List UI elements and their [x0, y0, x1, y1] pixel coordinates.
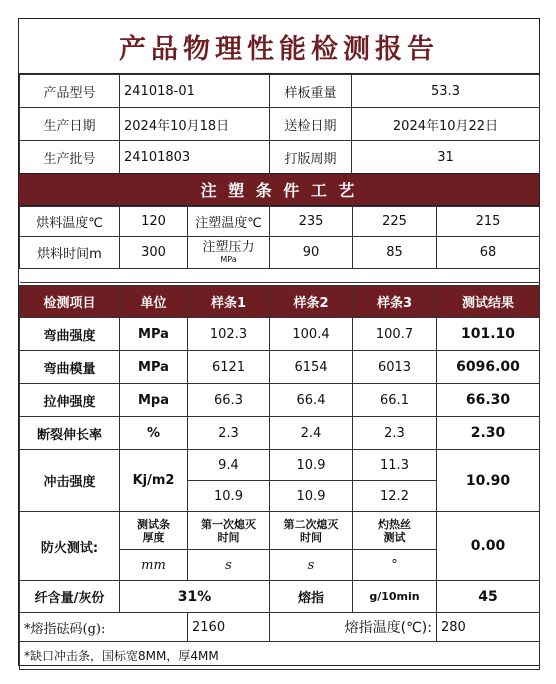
melt-label: 熔指 [270, 581, 353, 613]
fiber-row [20, 581, 540, 613]
send-date-value: 2024年10月22日 [352, 108, 540, 141]
sample-1: 6121 [188, 351, 270, 384]
inj-temp-3: 215 [437, 207, 540, 237]
result-value: 6096.00 [437, 351, 540, 384]
fire-thickness-label: 测试条厚度 [120, 512, 188, 550]
melt-temp-value: 280 [437, 613, 540, 642]
prod-date-value: 2024年10月18日 [120, 108, 270, 141]
results-header [20, 286, 540, 318]
fire-glow-label: 灼热丝测试 [353, 512, 437, 550]
prod-date-label: 生产日期 [20, 108, 120, 141]
fire-second-label: 第二次熄灭时间 [270, 512, 353, 550]
weight-row [20, 613, 540, 642]
item-name: 弯曲模量 [20, 351, 120, 384]
report-title: 产品物理性能检测报告 [19, 19, 539, 74]
inj-temp-label: 注塑温度℃ [188, 207, 270, 237]
header-result: 测试结果 [437, 286, 540, 318]
spacer-row [20, 269, 540, 283]
fire-second-unit: s [270, 550, 353, 581]
impact-s3-b: 12.2 [353, 481, 437, 512]
header-item: 检测项目 [20, 286, 120, 318]
melt-temp-label: 熔指温度(℃): [270, 613, 437, 642]
dry-temp-value: 120 [120, 207, 188, 237]
impact-s1-b: 10.9 [188, 481, 270, 512]
inj-temp-2: 225 [353, 207, 437, 237]
header-s1: 样条1 [188, 286, 270, 318]
inj-press-unit: MPa [220, 255, 237, 264]
impact-s2-a: 10.9 [270, 450, 353, 481]
sample-2: 2.4 [270, 417, 353, 450]
item-unit: MPa [120, 318, 188, 351]
inj-press-cell [188, 237, 270, 269]
sample-3: 66.1 [353, 384, 437, 417]
batch-label: 生产批号 [20, 141, 120, 174]
batch-value: 24101803 [120, 141, 270, 174]
result-value: 101.10 [437, 318, 540, 351]
sample-1: 66.3 [188, 384, 270, 417]
header-s2: 样条2 [270, 286, 353, 318]
dry-temp-label: 烘料温度℃ [20, 207, 120, 237]
fiber-label: 纤含量/灰份 [20, 581, 120, 613]
table-row [20, 351, 540, 384]
sample-1: 102.3 [188, 318, 270, 351]
item-unit: MPa [120, 351, 188, 384]
inj-press-2: 85 [353, 237, 437, 269]
results-table [19, 285, 540, 670]
result-value: 66.30 [437, 384, 540, 417]
item-name: 断裂伸长率 [20, 417, 120, 450]
info-row [20, 108, 540, 141]
weight-value: 53.3 [352, 75, 540, 108]
fire-result: 0.00 [437, 512, 540, 581]
item-name: 拉伸强度 [20, 384, 120, 417]
cycle-label: 打版周期 [270, 141, 352, 174]
process-row [20, 207, 540, 237]
impact-s2-b: 10.9 [270, 481, 353, 512]
footnote: *缺口冲击条，国标宽8MM，厚4MM [20, 642, 540, 670]
header-unit: 单位 [120, 286, 188, 318]
impact-s1-a: 9.4 [188, 450, 270, 481]
sample-2: 100.4 [270, 318, 353, 351]
impact-s3-a: 11.3 [353, 450, 437, 481]
send-date-label: 送检日期 [270, 108, 352, 141]
weight-label: 样板重量 [270, 75, 352, 108]
table-row [20, 417, 540, 450]
melt-unit: g/10min [353, 581, 437, 613]
fiber-value: 31% [120, 581, 270, 613]
fire-row [20, 512, 540, 550]
info-table [19, 74, 540, 174]
dry-time-value: 300 [120, 237, 188, 269]
table-row [20, 384, 540, 417]
melt-value: 45 [437, 581, 540, 613]
fire-first-unit: s [188, 550, 270, 581]
fire-glow-unit: ° [353, 550, 437, 581]
impact-item: 冲击强度 [20, 450, 120, 512]
note-row [20, 642, 540, 670]
result-value: 2.30 [437, 417, 540, 450]
process-table [19, 206, 540, 283]
model-label: 产品型号 [20, 75, 120, 108]
dry-time-label: 烘料时间m [20, 237, 120, 269]
process-row [20, 237, 540, 269]
process-banner: 注 塑 条 件 工 艺 [19, 173, 539, 206]
sample-2: 6154 [270, 351, 353, 384]
melt-weight-value: 2160 [188, 613, 270, 642]
sample-2: 66.4 [270, 384, 353, 417]
model-value: 241018-01 [120, 75, 270, 108]
inj-temp-1: 235 [270, 207, 353, 237]
fire-item: 防火测试: [20, 512, 120, 581]
header-s3: 样条3 [353, 286, 437, 318]
impact-unit: Kj/m2 [120, 450, 188, 512]
impact-result: 10.90 [437, 450, 540, 512]
info-row [20, 141, 540, 174]
sample-3: 100.7 [353, 318, 437, 351]
fire-thickness-unit: mm [120, 550, 188, 581]
inj-press-3: 68 [437, 237, 540, 269]
info-row [20, 75, 540, 108]
item-unit: Mpa [120, 384, 188, 417]
impact-row [20, 450, 540, 481]
sample-3: 6013 [353, 351, 437, 384]
melt-weight-label: *熔指砝码(g): [20, 613, 188, 642]
item-unit: % [120, 417, 188, 450]
fire-first-label: 第一次熄灭时间 [188, 512, 270, 550]
inj-press-1: 90 [270, 237, 353, 269]
item-name: 弯曲强度 [20, 318, 120, 351]
table-row [20, 318, 540, 351]
report-sheet [18, 18, 540, 666]
inj-press-label: 注塑压力 [202, 240, 255, 255]
cycle-value: 31 [352, 141, 540, 174]
sample-3: 2.3 [353, 417, 437, 450]
sample-1: 2.3 [188, 417, 270, 450]
